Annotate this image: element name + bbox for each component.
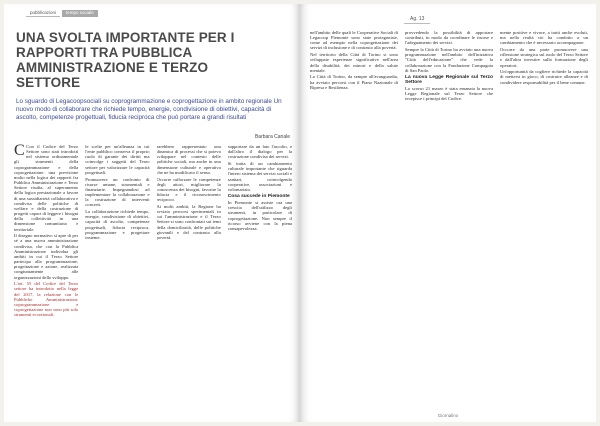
- paragraph: Ai molti ambiti, la Regione ha avviato percorsi sperimentali in cui l'amministrazione e il Terzo Settore si sono confrontati sui temi della domiciliarità, delle politiche giovanili e del contrasto alla povertà.: [156, 203, 221, 240]
- text-column: [157, 144, 221, 406]
- text-column: [14, 144, 78, 406]
- article-title: UNA SVOLTA IMPORTANTE PER I RAPPORTI TRA PUBBLICA AMMINISTRAZIONE E TERZO SETTORE: [16, 30, 235, 90]
- tab-social-time[interactable]: tempo sociale: [62, 10, 98, 17]
- paragraph: Lo scorso 21 marzo è stata emanata la nuova Legge Regionale sul Terzo Settore che recepisce i principi del Codice.: [405, 86, 493, 102]
- text-column: [85, 144, 149, 406]
- paragraph: le scelte per un'alleanza in cui l'ente pubblico conserva il proprio ruolo di garante dei diritti ma coinvolge i soggetti del Terzo settore per valorizzare le capacità progettuali.: [85, 144, 150, 175]
- paragraph: Il disegno normativo si apre di per sé a una nuova amministrazione condivisa, che con la Pubblica Amministrazione individua gli ambiti in cui il Terzo Settore partecipa alla programmazione, progettazione e azione, realizzata congiuntamente alle organizzazioni dello sviluppo.: [14, 233, 79, 280]
- article-title-box: [16, 30, 246, 90]
- paragraph: In Piemonte si assiste ora una crescita dell'utilizzo degli strumenti, in particolare di coprogettazione. Non sempre il ricorso avviene con la piena consapevolezza.: [227, 200, 292, 231]
- article-deck: Lo sguardo di Legacoopsociali su coprogrammazione e coprogettazione in ambito regionale Un nuovo modo di collaborare che richiede tempo, energie, condivisione di obiettivi, capacità di ascolto, competenze progettuali, fiducia reciproca che può portare a grandi risultati: [16, 98, 282, 122]
- paragraph: sarebbero rappresentato una dinamica di processi che si poteva sviluppare nel contesto delle politiche sociali, ma anche in una dimensione culturale e operativa che ne ha modificato il senso.: [156, 144, 221, 175]
- paragraph: La Città di Torino, da sempre all'avanguardia, ha avviato percorsi con il Piano Nazionale di Ripresa e Resilienza.: [310, 74, 398, 90]
- right-text-columns: [310, 30, 588, 408]
- subheading: La nuova Legge Regionale sul Terzo Settore: [405, 74, 493, 85]
- drop-cap: C: [14, 144, 25, 159]
- left-page: [4, 4, 300, 422]
- paragraph: Sempre la Città di Torino ha avviato una nuova programmazione nell'ambito dell'iniziativa "Città dell'educazione" che vede la collaborazione con la Fondazione Compagnia di San Paolo.: [405, 47, 493, 73]
- paragraph: nell'ambito delle quali le Cooperative Sociali di Legacoop Piemonte sono state protagoniste, come ad esempio nella coprogettazione dei servizi di inclusione e di contrasto alla povertà.: [310, 30, 398, 51]
- section-tabs: [26, 10, 98, 17]
- paragraph: provvedendo la possibilità di apportare contributi, in modo da coordinare le risorse e l'adeguamento dei servizi.: [405, 30, 493, 46]
- paragraph: Occorre rafforzare le competenze degli attori, migliorare la conoscenza dei bisogni, favorire la fiducia e il riconoscimento reciproco.: [156, 176, 221, 203]
- page-label: Ag. 13: [404, 16, 430, 24]
- text-column: [310, 30, 398, 408]
- paragraph: Si tratta di un cambiamento culturale importante che riguarda l'intero sistema dei servizi sociali e sanitari, coinvolgendo cooperative, associazioni e volontariato.: [227, 161, 292, 192]
- article-author: Barbara Canale: [254, 134, 290, 140]
- paragraph: Un'opportunità da cogliere richiede la capacità di mettersi in gioco, di costruire alleanze e di condividere responsabilità per il bene comune.: [500, 69, 588, 85]
- paragraph: mente positive e vivace, a tratti anche evoluti, ma nella realtà ciò ha condotto a un cambiamento che è necessario accompagnare.: [500, 30, 588, 46]
- paragraph: Occorre da una parte promuovere una riflessione strategica sul ruolo del Terzo Settore e dall'altra investire sulla formazione degli operatori.: [500, 47, 588, 68]
- paragraph: Promuovere un confronto di risorse umane, strumentali e finanziarie. Impegnandosi ad implementare la collaborazione e la costruzione di interventi concreti.: [85, 176, 150, 208]
- paragraph: C Con il Codice del Terzo Settore sono stati introdotti nel sistema ordinamentale gli strumenti della coprogrammazione e della coprogettazione: una previsione molto nella logica dei rapporti fra Pubblica Amministrazione e Terzo Settore risulta, al superamento della logica prestazionale a favore di una sussidiarietà collaborativa e condivisa delle politiche di welfare e della costruzione di progetti capaci di leggere i bisogni della collettività in una dimensione comunitaria e territoriale.: [14, 144, 79, 232]
- page-footer: Giornalino: [437, 413, 459, 418]
- paragraph: supportare da un lato l'ascolto, e dall'altro il dialogo per la costruzione condivisa dei servizi.: [227, 144, 292, 160]
- left-text-columns: [14, 144, 292, 406]
- magazine-spread: [4, 4, 596, 422]
- right-page: [300, 4, 596, 422]
- subheading: Cosa succede in Piemonte: [227, 194, 290, 199]
- text-column: [405, 30, 493, 408]
- tab-publications[interactable]: pubblicazioni: [26, 10, 60, 17]
- paragraph: La collaborazione richiede tempo, energie, condivisione di obiettivi, capacità di ascolto, competenze progettuali, fiducia reciproca, programmazione e progettare insieme.: [85, 209, 150, 240]
- paragraph: L'art. 55 del Codice del Terzo settore ha introdotto nella legge del 2017, la relazione con le Pubbliche Amministrazioni: coprogrammazione e coprogettazione non sono più solo strumenti eccezionali.: [14, 281, 79, 318]
- text-column: [228, 144, 292, 406]
- paragraph: Nel territorio della Città di Torino si sono sviluppate esperienze significative nell'area della disabilità, dei minori e della salute mentale.: [310, 52, 398, 73]
- text-column: [500, 30, 588, 408]
